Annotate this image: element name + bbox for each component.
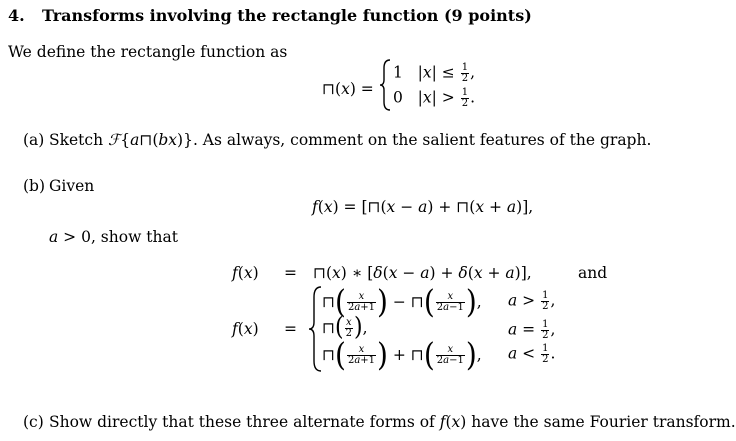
and-text: and — [578, 264, 608, 282]
eq2-cond3: a < $\frac{1}{2}$ . — [508, 343, 556, 365]
eq2-case3: ⊓ ( $\frac{x}{2a+1}$ ) + ⊓ ( $\frac{x}{2a-1}$ ) , — [322, 335, 482, 374]
f-definition: f(x) = [⊓(x − a) + ⊓(x + a)], — [312, 198, 534, 216]
eq2-case2: ⊓ ( $\frac{x}{2}$ ) , — [322, 313, 368, 342]
part-b-given: Given — [49, 177, 95, 195]
eq2-lhs: f(x) — [232, 320, 259, 338]
part-b-condition: a > 0, show that — [49, 228, 178, 246]
rect-case2: 0 |x| > $\frac{1}{2}$ . — [393, 87, 475, 109]
rect-case1: 1 |x| ≤ $\frac{1}{2}$ , — [393, 62, 475, 84]
part-c-text: Show directly that these three alternate forms of f(x) have the same Fourier transform. — [49, 413, 736, 431]
rect-def-lhs: ⊓(x) = — [322, 80, 374, 98]
half-fraction: $\frac{1}{2}$ — [461, 87, 469, 109]
part-a-label: (a) — [23, 131, 45, 149]
case2-value: 0 — [393, 88, 403, 107]
eq2-cond1: a > $\frac{1}{2}$ , — [508, 290, 556, 312]
part-b-label: (b) — [23, 177, 46, 195]
left-brace-icon — [378, 58, 392, 112]
eq2-equals: = — [284, 320, 297, 338]
case1-value: 1 — [393, 63, 403, 82]
eq1-rhs: ⊓(x) ∗ [δ(x − a) + δ(x + a)], — [313, 264, 532, 282]
problem-title: Transforms involving the rectangle function (9 points) — [42, 6, 532, 25]
eq1-equals: = — [284, 264, 297, 282]
eq2-case1: ⊓ ( $\frac{x}{2a+1}$ ) − ⊓ ( $\frac{x}{2a-1}$ ) , — [322, 282, 482, 321]
problem-number: 4. — [8, 6, 25, 25]
intro-text: We define the rectangle function as — [8, 43, 288, 61]
half-fraction: $\frac{1}{2}$ — [461, 62, 469, 84]
left-brace-icon — [307, 285, 323, 373]
part-c-label: (c) — [23, 413, 44, 431]
part-a-text: Sketch ℱ{a⊓(bx)}. As always, comment on the salient features of the graph. — [49, 131, 652, 149]
eq1-lhs: f(x) — [232, 264, 259, 282]
eq2-cond2: a = $\frac{1}{2}$ , — [508, 319, 556, 341]
